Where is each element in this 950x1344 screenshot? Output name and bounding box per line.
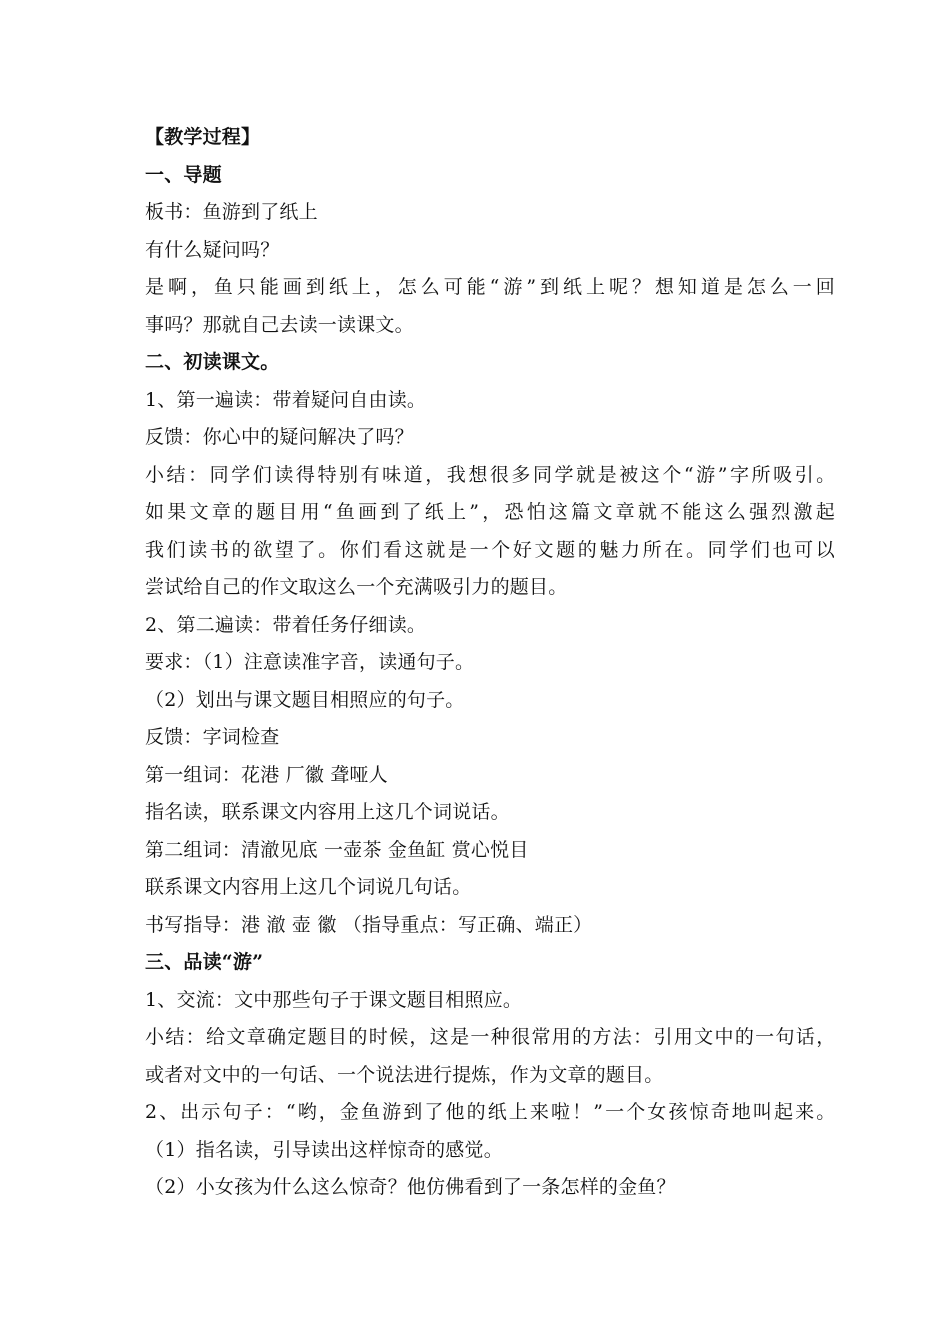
paragraph-line: 2、出示句子：“哟，金鱼游到了他的纸上来啦！”一个女孩惊奇地叫起来。 — [145, 1101, 835, 1123]
paragraph-line: 要求：（1）注意读准字音，读通句子。 — [145, 651, 475, 673]
paragraph-line: 反馈：你心中的疑问解决了吗？ — [145, 426, 414, 448]
paragraph-line: （2）小女孩为什么这么惊奇？他仿佛看到了一条怎样的金鱼？ — [145, 1176, 676, 1198]
paragraph-line: 或者对文中的一句话、一个说法进行提炼，作为文章的题目。 — [145, 1063, 664, 1086]
paragraph-line: 联系课文内容用上这几个词说几句话。 — [145, 876, 472, 898]
paragraph-line: 第一组词：花港 厂徽 聋哑人 — [145, 763, 388, 786]
paragraph-line: 第二组词：清澈见底 一壶茶 金鱼缸 赏心悦目 — [145, 838, 529, 861]
section-heading-teaching-process: 【教学过程】 — [145, 126, 261, 148]
section-heading-savor-you: 三、品读“游” — [145, 951, 264, 973]
paragraph-line: （2）划出与课文题目相照应的句子。 — [145, 688, 465, 711]
paragraph-line: 板书：鱼游到了纸上 — [145, 201, 318, 223]
paragraph-line: 1、第一遍读：带着疑问自由读。 — [145, 388, 427, 411]
paragraph-line: 如果文章的题目用“鱼画到了纸上”，恐怕这篇文章就不能这么强烈激起 — [145, 501, 835, 523]
paragraph-line: 我们读书的欲望了。你们看这就是一个好文题的魅力所在。同学们也可以 — [145, 538, 835, 561]
paragraph-line: 2、第二遍读：带着任务仔细读。 — [145, 613, 427, 636]
paragraph-line: 书写指导：港 澈 壶 徽 （指导重点：写正确、端正） — [145, 913, 593, 936]
paragraph-line: 尝试给自己的作文取这么一个充满吸引力的题目。 — [145, 576, 568, 598]
paragraph-line: 指名读，联系课文内容用上这几个词说话。 — [145, 801, 510, 823]
paragraph-line: 小结：同学们读得特别有味道，我想很多同学就是被这个“游”字所吸引。 — [145, 463, 835, 486]
section-heading-intro: 一、导题 — [145, 163, 222, 186]
paragraph-line: 有什么疑问吗？ — [145, 238, 280, 261]
paragraph-line: 反馈：字词检查 — [145, 726, 280, 748]
paragraph-line: （1）指名读，引导读出这样惊奇的感觉。 — [145, 1138, 503, 1161]
paragraph-line: 是啊，鱼只能画到纸上，怎么可能“游”到纸上呢？想知道是怎么一回 — [145, 276, 835, 298]
paragraph-line: 小结：给文章确定题目的时候，这是一种很常用的方法：引用文中的一句话， — [145, 1026, 835, 1048]
paragraph-line: 事吗？那就自己去读一读课文。 — [145, 313, 414, 336]
section-heading-first-reading: 二、初读课文。 — [145, 351, 280, 373]
document-body — [145, 119, 835, 1207]
paragraph-line: 1、交流：文中那些句子于课文题目相照应。 — [145, 988, 523, 1011]
